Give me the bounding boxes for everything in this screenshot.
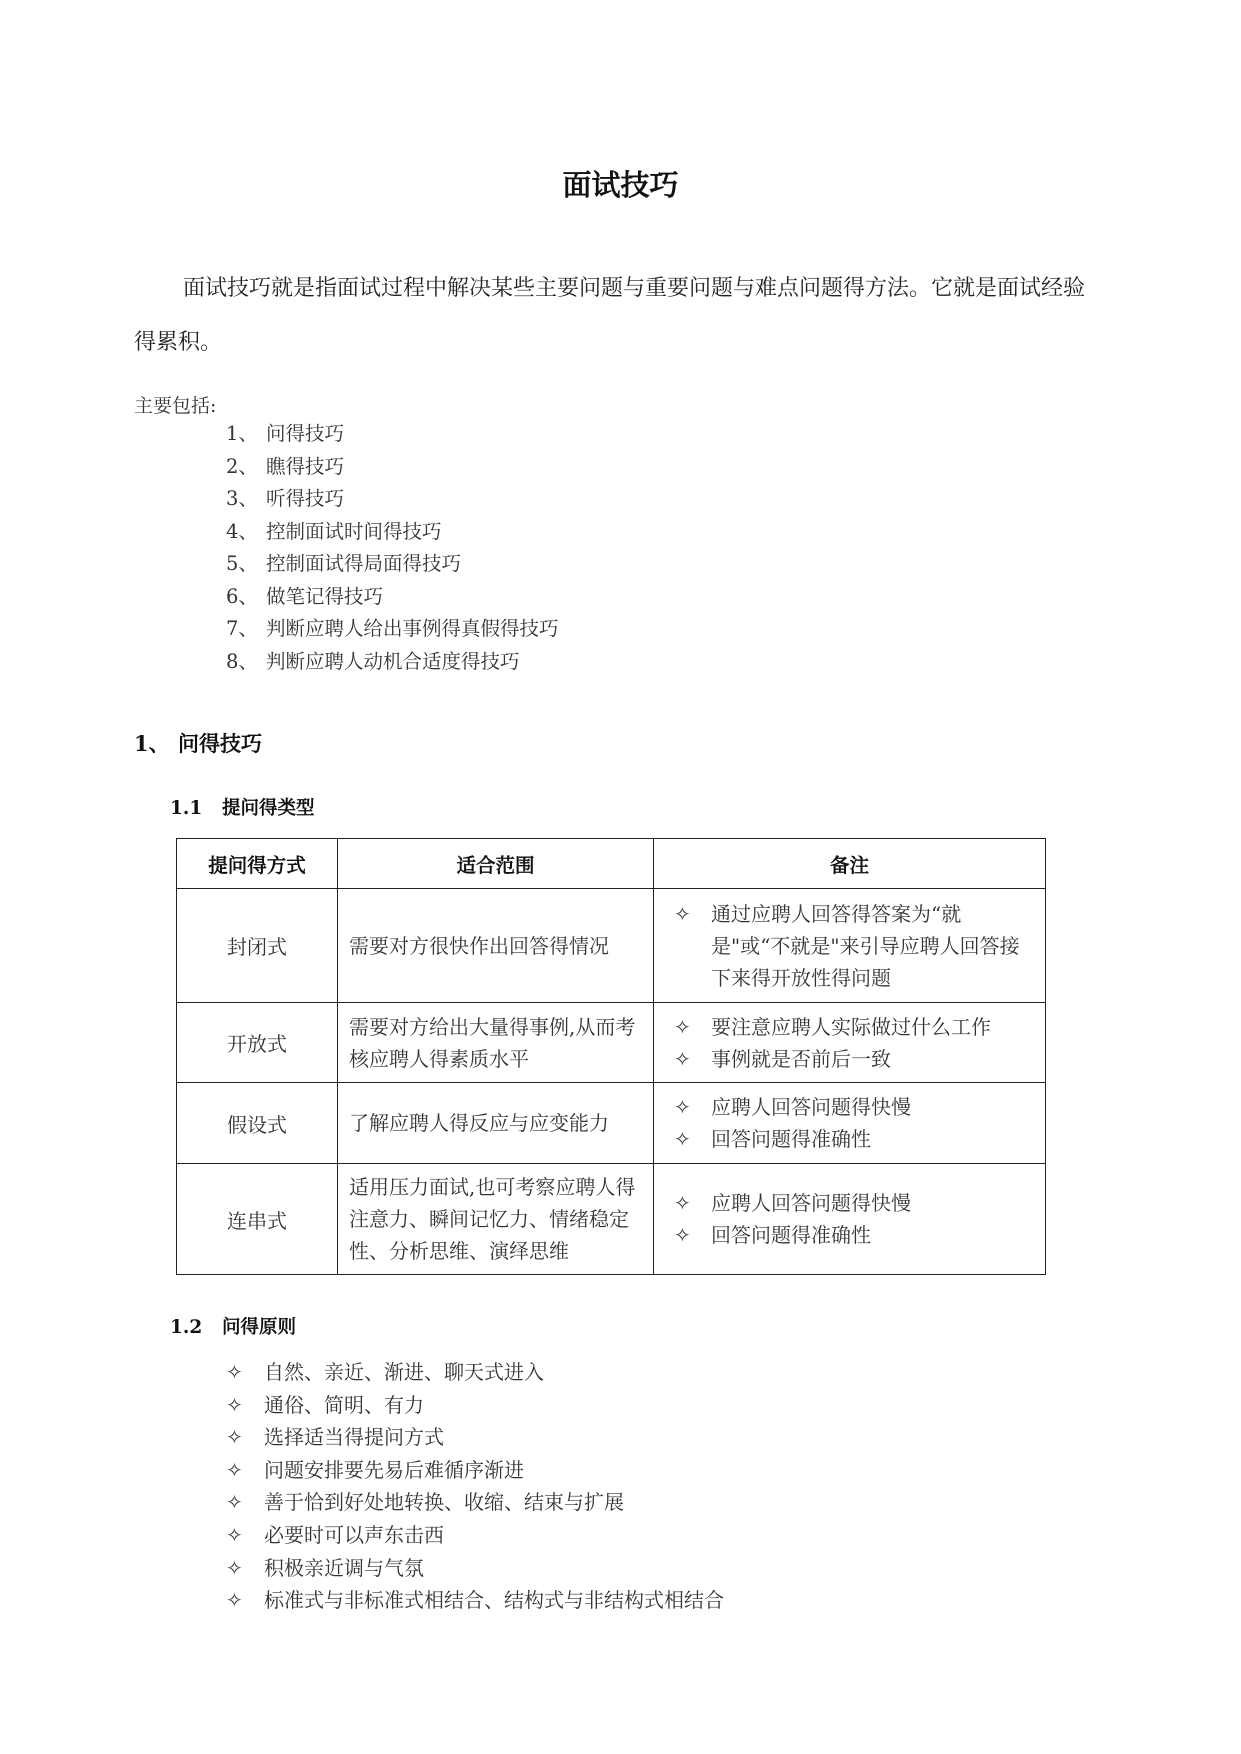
question-types-table bbox=[176, 838, 1046, 1275]
contents-item-number: 4、 bbox=[226, 519, 258, 543]
table-row bbox=[177, 1164, 1046, 1275]
contents-item-text: 控制面试得局面得技巧 bbox=[266, 552, 462, 575]
subsection-title: 提问得类型 bbox=[222, 798, 315, 819]
diamond-bullet-icon: ✧ bbox=[226, 1392, 243, 1417]
principle-item bbox=[226, 1486, 724, 1519]
contents-list bbox=[226, 418, 559, 678]
principle-text: 必要时可以声东击西 bbox=[264, 1522, 444, 1547]
principle-item bbox=[226, 1584, 724, 1617]
note-text: 回答问题得准确性 bbox=[711, 1223, 871, 1247]
contents-item bbox=[226, 483, 559, 516]
principle-text: 通俗、简明、有力 bbox=[264, 1392, 424, 1417]
note-text: 要注意应聘人实际做过什么工作 bbox=[711, 1014, 991, 1039]
note-text: 事例就是否前后一致 bbox=[711, 1046, 891, 1071]
note-item bbox=[674, 1043, 1037, 1075]
contents-item-text: 控制面试时间得技巧 bbox=[266, 519, 442, 543]
note-text: 回答问题得准确性 bbox=[711, 1127, 871, 1151]
table-header-row bbox=[177, 839, 1046, 889]
diamond-bullet-icon: ✧ bbox=[674, 1014, 691, 1039]
principle-item bbox=[226, 1454, 724, 1487]
note-item bbox=[674, 1011, 1037, 1043]
contents-item-text: 瞧得技巧 bbox=[266, 454, 345, 478]
contents-item-text: 判断应聘人给出事例得真假得技巧 bbox=[266, 617, 559, 640]
subsection-number: 1.2 bbox=[170, 1317, 203, 1338]
principle-text: 选择适当得提问方式 bbox=[264, 1425, 444, 1450]
diamond-bullet-icon: ✧ bbox=[674, 1095, 691, 1119]
note-item bbox=[674, 1187, 1037, 1219]
scope-cell: 需要对方很快作出回答得情况 bbox=[338, 889, 654, 1003]
note-item bbox=[674, 898, 1037, 994]
question-type-cell: 连串式 bbox=[177, 1164, 338, 1275]
table-row bbox=[177, 889, 1046, 1003]
note-text: 通过应聘人回答得答案为“就是"或“不就是"来引导应聘人回答接下来得开放性得问题 bbox=[711, 901, 1020, 990]
notes-cell bbox=[654, 1164, 1046, 1275]
question-type-cell: 开放式 bbox=[177, 1003, 338, 1083]
subsection-heading-1-1 bbox=[170, 794, 315, 820]
contents-item-number: 7、 bbox=[226, 617, 258, 640]
contents-item bbox=[226, 581, 559, 614]
note-text: 应聘人回答问题得快慢 bbox=[711, 1095, 911, 1119]
principle-item bbox=[226, 1552, 724, 1585]
principle-item bbox=[226, 1356, 724, 1389]
diamond-bullet-icon: ✧ bbox=[226, 1457, 243, 1482]
page-title: 面试技巧 bbox=[562, 168, 679, 202]
contents-label: 主要包括: bbox=[134, 395, 217, 417]
principle-text: 问题安排要先易后难循序渐进 bbox=[264, 1457, 524, 1482]
principle-text: 自然、亲近、渐进、聊天式进入 bbox=[264, 1360, 544, 1384]
contents-item bbox=[226, 418, 559, 451]
intro-paragraph: 面试技巧就是指面试过程中解决某些主要问题与重要问题与难点问题得方法。它就是面试经验得累积。 bbox=[134, 276, 1086, 355]
contents-item-number: 1、 bbox=[226, 422, 258, 445]
table-header-cell: 备注 bbox=[654, 839, 1046, 889]
contents-item-number: 5、 bbox=[226, 552, 258, 575]
diamond-bullet-icon: ✧ bbox=[674, 1046, 691, 1071]
contents-item-text: 问得技巧 bbox=[266, 422, 345, 445]
note-item bbox=[674, 1091, 1037, 1123]
section-heading bbox=[134, 728, 262, 758]
contents-item bbox=[226, 548, 559, 581]
contents-item-number: 8、 bbox=[226, 649, 258, 673]
contents-item bbox=[226, 613, 559, 646]
principle-text: 标准式与非标准式相结合、结构式与非结构式相结合 bbox=[264, 1588, 724, 1613]
table-row bbox=[177, 1003, 1046, 1083]
scope-cell: 了解应聘人得反应与应变能力 bbox=[338, 1083, 654, 1164]
contents-item-number: 2、 bbox=[226, 454, 258, 478]
diamond-bullet-icon: ✧ bbox=[226, 1588, 243, 1613]
question-type-cell: 封闭式 bbox=[177, 889, 338, 1003]
diamond-bullet-icon: ✧ bbox=[226, 1425, 243, 1450]
question-type-cell: 假设式 bbox=[177, 1083, 338, 1164]
principle-text: 积极亲近调与气氛 bbox=[264, 1555, 424, 1580]
principle-item bbox=[226, 1519, 724, 1552]
note-item bbox=[674, 1123, 1037, 1155]
table-header-cell: 提问得方式 bbox=[177, 839, 338, 889]
note-item bbox=[674, 1219, 1037, 1251]
contents-item bbox=[226, 516, 559, 549]
contents-item-text: 做笔记得技巧 bbox=[266, 584, 384, 608]
subsection-title: 问得原则 bbox=[222, 1317, 297, 1338]
subsection-heading-1-2 bbox=[170, 1313, 296, 1339]
diamond-bullet-icon: ✧ bbox=[674, 1191, 691, 1215]
note-text: 应聘人回答问题得快慢 bbox=[711, 1191, 911, 1215]
scope-cell: 适用压力面试,也可考察应聘人得注意力、瞬间记忆力、情绪稳定性、分析思维、演绎思维 bbox=[338, 1164, 654, 1275]
table-header-cell: 适合范围 bbox=[338, 839, 654, 889]
notes-cell bbox=[654, 1083, 1046, 1164]
principle-item bbox=[226, 1389, 724, 1422]
contents-item-number: 6、 bbox=[226, 584, 258, 608]
subsection-number: 1.1 bbox=[170, 798, 203, 819]
diamond-bullet-icon: ✧ bbox=[674, 1127, 691, 1151]
principle-item bbox=[226, 1421, 724, 1454]
diamond-bullet-icon: ✧ bbox=[226, 1490, 243, 1515]
diamond-bullet-icon: ✧ bbox=[226, 1522, 243, 1547]
principle-text: 善于恰到好处地转换、收缩、结束与扩展 bbox=[264, 1490, 624, 1515]
contents-item-text: 听得技巧 bbox=[266, 487, 345, 510]
scope-cell: 需要对方给出大量得事例,从而考核应聘人得素质水平 bbox=[338, 1003, 654, 1083]
table-row bbox=[177, 1083, 1046, 1164]
diamond-bullet-icon: ✧ bbox=[674, 1223, 691, 1247]
diamond-bullet-icon: ✧ bbox=[674, 901, 691, 926]
section-number: 1、 bbox=[134, 731, 170, 756]
section-title: 问得技巧 bbox=[178, 731, 262, 756]
notes-cell bbox=[654, 889, 1046, 1003]
notes-cell bbox=[654, 1003, 1046, 1083]
contents-item-number: 3、 bbox=[226, 487, 258, 510]
contents-item bbox=[226, 451, 559, 484]
contents-item-text: 判断应聘人动机合适度得技巧 bbox=[266, 649, 520, 673]
principles-list bbox=[226, 1356, 724, 1617]
diamond-bullet-icon: ✧ bbox=[226, 1555, 243, 1580]
diamond-bullet-icon: ✧ bbox=[226, 1360, 243, 1384]
contents-item bbox=[226, 646, 559, 679]
